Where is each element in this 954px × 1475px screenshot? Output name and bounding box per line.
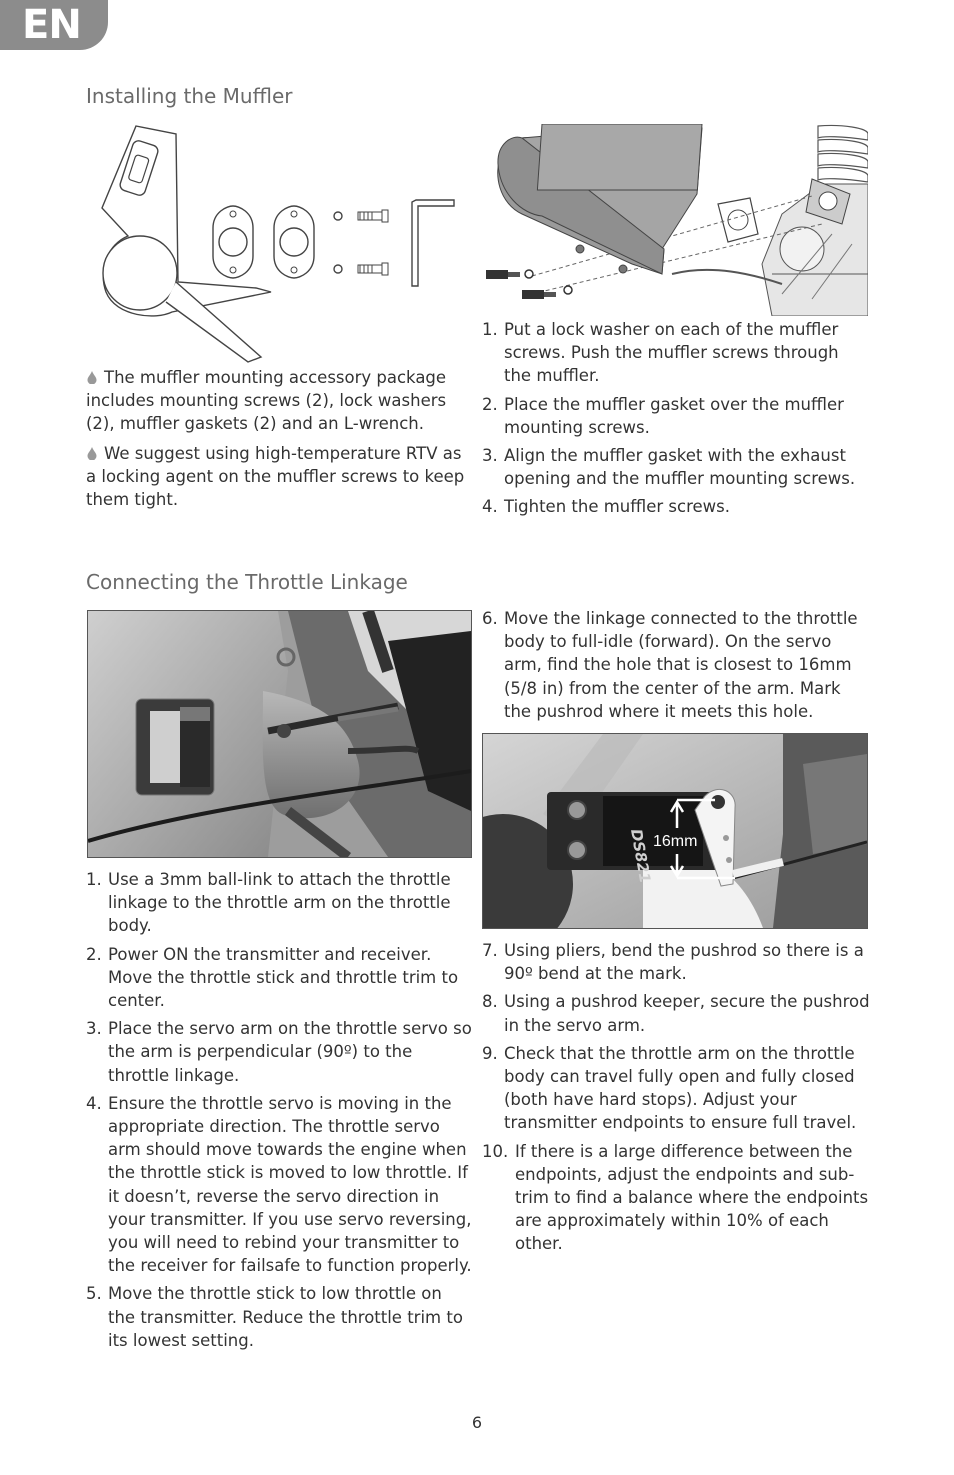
step-item [482,607,868,723]
step-item [482,318,868,388]
drop-icon [86,447,98,460]
step-number: 7. [482,941,498,960]
muffler-install-illustration [482,124,868,316]
step-item [482,939,870,985]
step-item [86,868,474,938]
note [86,366,471,436]
throttle-linkage-photo [87,610,472,858]
language-tab: EN [0,0,108,50]
step-text: Place the servo arm on the throttle servo so the arm is perpendicular (90º) to the throttle linkage. [108,1019,472,1085]
note-text: The muffler mounting accessory package includes mounting screws (2), lock washers (2), muffler gaskets (2) and an L-wrench. [86,368,447,434]
step-item [482,1042,870,1135]
throttle-steps-left [86,868,474,1357]
step-item [86,1092,474,1278]
throttle-heading: Connecting the Throttle Linkage [86,570,408,594]
step-item [86,1282,474,1352]
step-text: Tighten the muffler screws. [504,497,730,517]
muffler-steps [482,318,868,524]
step-text: If there is a large difference between the endpoints, adjust the endpoints and sub-trim to find a balance where the endpoints are approximately within 10% of each other. [515,1141,869,1254]
step-item [482,495,868,518]
servo-label: DS821 [627,827,655,885]
step-text: Move the throttle stick to low throttle on the transmitter. Reduce the throttle trim to its lowest setting. [108,1284,463,1350]
note [86,442,471,512]
step-number: 2. [482,394,498,414]
step-item [482,444,868,490]
step-number: 3. [482,446,498,466]
servo-photo-art [483,734,867,928]
step-item [482,393,868,439]
muffler-parts-illustration [96,122,461,367]
servo-arm-photo [482,733,868,929]
step-number: 10. [482,1141,509,1161]
step-number: 5. [86,1284,102,1304]
step-text: Use a 3mm ball-link to attach the throttle linkage to the throttle arm on the throttle body. [108,870,451,936]
drop-icon [86,371,98,384]
step-number: 8. [482,992,498,1012]
step-text: Using pliers, bend the pushrod so there is a 90º bend at the mark. [504,941,864,984]
step-item [86,943,474,1013]
page-number: 6 [471,1413,483,1432]
step-text: Ensure the throttle servo is moving in the appropriate direction. The throttle servo arm should move towards the engine when the throttle stick is moved to low throttle. If it doesn’t, reverse the servo direction in your transmitter. If you use servo reversing, you will need to rebind your transmitter to the receiver for failsafe to function properly. [108,1093,472,1276]
step-number: 6. [482,609,498,628]
throttle-photo-art [88,611,471,857]
step-item [482,1140,870,1256]
step-text: Power ON the transmitter and receiver. Move the throttle stick and throttle trim to center. [108,944,459,1011]
step-text: Check that the throttle arm on the throttle body can travel fully open and fully closed (both have hard stops). Adjust your transmitter endpoints to ensure full travel. [504,1043,857,1133]
step-number: 4. [86,1093,102,1113]
throttle-steps-right [482,939,870,1261]
note-text: We suggest using high-temperature RTV as a locking agent on the muffler screws to keep them tight. [86,443,465,510]
step-text: Place the muffler gasket over the muffler mounting screws. [504,394,844,437]
muffler-heading: Installing the Muffler [86,84,293,108]
step-number: 1. [86,870,102,889]
measurement-label: 16mm [653,833,698,850]
step-text: Move the linkage connected to the throttle body to full-idle (forward). On the servo arm, find the hole that is closest to 16mm (5/8 in) from the center of the arm. Mark the pushrod where it meets this hole. [504,609,858,721]
step-text: Align the muffler gasket with the exhaust opening and the muffler mounting screws. [504,446,856,489]
step-item [482,990,870,1036]
step-item [86,1017,474,1087]
step-number: 9. [482,1043,498,1063]
step-number: 2. [86,944,102,964]
muffler-notes [86,366,471,517]
step-number: 3. [86,1019,102,1039]
step-text: Using a pushrod keeper, secure the pushrod in the servo arm. [504,992,870,1035]
throttle-step-6 [482,607,868,728]
step-text: Put a lock washer on each of the muffler screws. Push the muffler screws through the muffler. [504,320,839,386]
step-number: 4. [482,497,498,517]
step-number: 1. [482,320,498,339]
